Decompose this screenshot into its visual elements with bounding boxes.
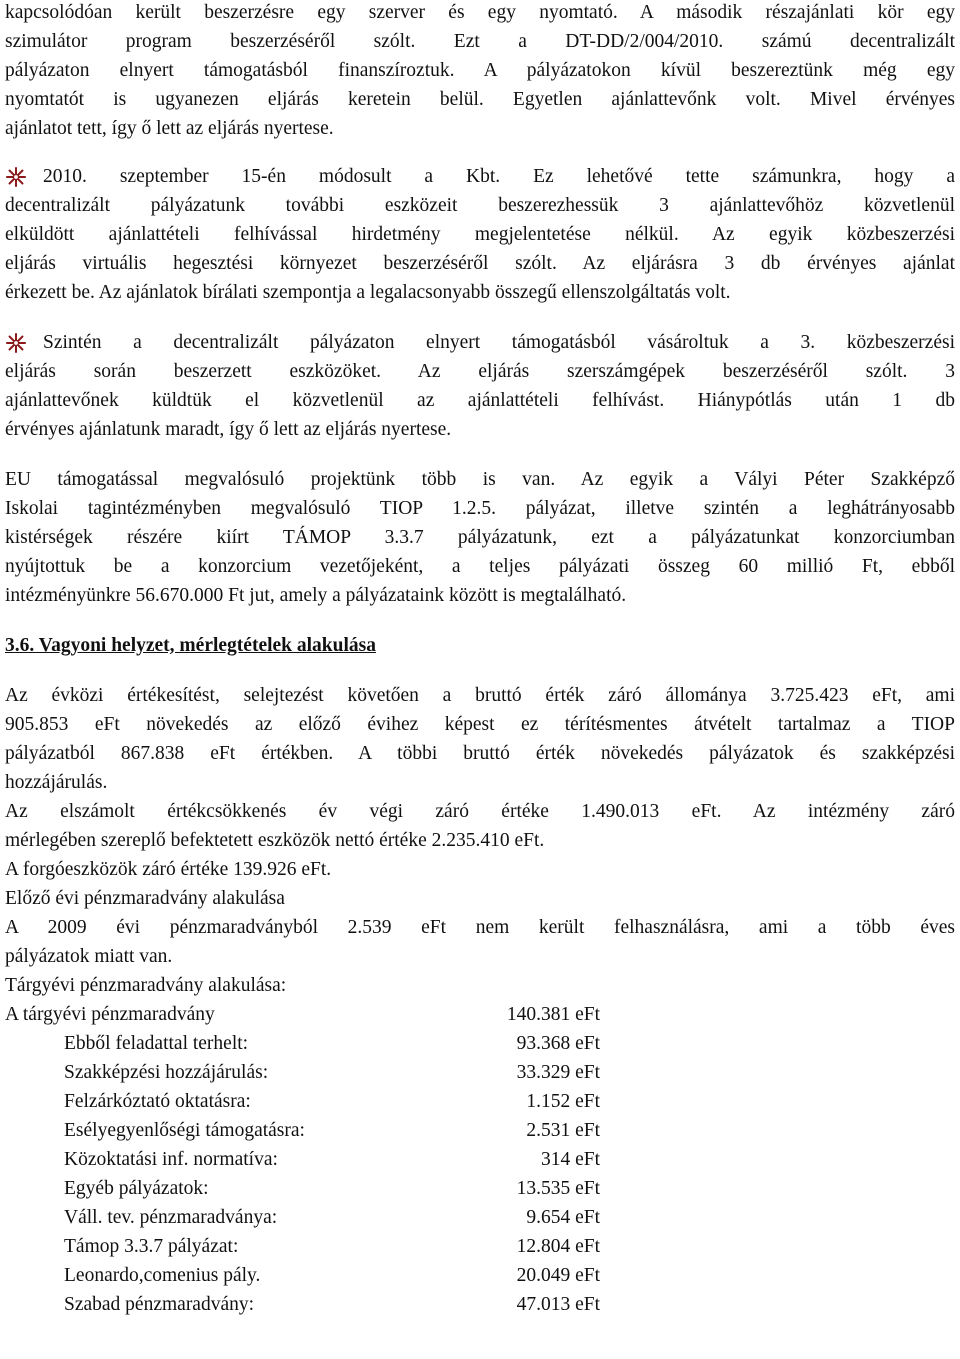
row-value: 13.535 eFt bbox=[516, 1178, 600, 1199]
text-line: kistérségek részére kiírt TÁMOP 3.3.7 pályázatunk, ezt a pályázatunkat konzorciumban bbox=[5, 527, 955, 548]
text-line: pályázatból 867.838 eFt értékben. A többi bruttó érték növekedés pályázatok és szakképzési bbox=[5, 743, 955, 764]
text-line: pályázatok miatt van. bbox=[5, 946, 173, 967]
text-line: Előző évi pénzmaradvány alakulása bbox=[5, 888, 285, 909]
row-label: Közoktatási inf. normatíva: bbox=[64, 1149, 278, 1170]
row-value: 20.049 eFt bbox=[516, 1265, 600, 1286]
surplus-table bbox=[5, 1000, 955, 1319]
row-value: 2.531 eFt bbox=[526, 1120, 600, 1141]
table-row bbox=[5, 1145, 955, 1174]
row-value: 140.381 eFt bbox=[506, 1004, 600, 1025]
text-line: eljárás virtuális hegesztési környezet beszerzéséről szólt. Az eljárásra 3 db érvényes ajánlat bbox=[5, 253, 955, 274]
text-line: Tárgyévi pénzmaradvány alakulása: bbox=[5, 975, 287, 996]
text-line: érkezett be. Az ajánlatok bírálati szempontja a legalacsonyabb összegű ellenszolgáltatás volt. bbox=[5, 282, 731, 303]
text-line: A 2009 évi pénzmaradványból 2.539 eFt nem került felhasználásra, ami a több éves bbox=[5, 917, 955, 938]
text-line: Szintén a decentralizált pályázaton elnyert támogatásból vásároltuk a 3. közbeszerzési bbox=[43, 332, 955, 353]
table-row bbox=[5, 1174, 955, 1203]
table-row bbox=[5, 1029, 955, 1058]
text-line: Az elszámolt értékcsökkenés év végi záró értéke 1.490.013 eFt. Az intézmény záró bbox=[5, 801, 955, 822]
paragraph-procurement-server bbox=[5, 0, 955, 143]
text-line: pályázaton elnyert támogatásból finanszíroztuk. A pályázatokon kívül beszereztünk még egy bbox=[5, 60, 955, 81]
text-line: nyomtatót is ugyanezen eljárás keretein belül. Egyetlen ajánlattevőnk volt. Mivel érvényes bbox=[5, 89, 955, 110]
row-value: 314 eFt bbox=[540, 1149, 600, 1170]
row-value: 33.329 eFt bbox=[516, 1062, 600, 1083]
bullet-line bbox=[5, 162, 955, 191]
section-heading: 3.6. Vagyoni helyzet, mérlegtételek alakulása bbox=[5, 635, 377, 656]
text-line: intézményünkre 56.670.000 Ft jut, amely a pályázataink között is megtalálható. bbox=[5, 585, 627, 606]
paragraph-previous-surplus bbox=[5, 913, 955, 971]
text-line: Iskolai tagintézményben megvalósuló TIOP 1.2.5. pályázat, illetve szintén a leghátrányosabb bbox=[5, 498, 955, 519]
paragraph-depreciation bbox=[5, 797, 955, 855]
row-label: Ebből feladattal terhelt: bbox=[64, 1033, 249, 1054]
text-line: hozzájárulás. bbox=[5, 772, 108, 793]
row-value: 47.013 eFt bbox=[516, 1294, 600, 1315]
row-label: Esélyegyenlőségi támogatásra: bbox=[64, 1120, 305, 1141]
row-label: Leonardo,comenius pály. bbox=[64, 1265, 261, 1286]
text-line: elküldött ajánlattételi felhívással hirdetmény megjelentetése nélkül. Az egyik közbeszerzési bbox=[5, 224, 955, 245]
text-line: eljárás során beszerzett eszközöket. Az eljárás szerszámgépek beszerzéséről szólt. 3 bbox=[5, 361, 955, 382]
row-value: 1.152 eFt bbox=[526, 1091, 600, 1112]
table-row bbox=[5, 1087, 955, 1116]
table-row bbox=[5, 1232, 955, 1261]
text-line: decentralizált pályázatunk további eszközeit beszerezhessük 3 ajánlattevőhöz közvetlenül bbox=[5, 195, 955, 216]
text-line: ajánlatot tett, így ő lett az eljárás nyertese. bbox=[5, 118, 334, 139]
text-line: mérlegében szereplő befektetett eszközök nettó értéke 2.235.410 eFt. bbox=[5, 830, 545, 851]
text-line: ajánlattevőnek küldtük el közvetlenül az ajánlattételi felhívást. Hiánypótlás után 1 db bbox=[5, 390, 955, 411]
row-value: 93.368 eFt bbox=[516, 1033, 600, 1054]
row-value: 9.654 eFt bbox=[526, 1207, 600, 1228]
row-label: Egyéb pályázatok: bbox=[64, 1178, 209, 1199]
text-line: A forgóeszközök záró értéke 139.926 eFt. bbox=[5, 859, 332, 880]
text-line: 2010. szeptember 15-én módosult a Kbt. Ez lehetővé tette számunkra, hogy a bbox=[43, 166, 955, 187]
row-label: Támop 3.3.7 pályázat: bbox=[64, 1236, 239, 1257]
table-row bbox=[5, 1058, 955, 1087]
text-line: kapcsolódóan került beszerzésre egy szerver és egy nyomtató. A második részajánlati kör egy bbox=[5, 2, 955, 23]
row-label: Szabad pénzmaradvány: bbox=[64, 1294, 255, 1315]
snowflake-bullet-icon bbox=[5, 166, 27, 188]
text-line: érvényes ajánlatunk maradt, így ő lett az eljárás nyertese. bbox=[5, 419, 452, 440]
table-row bbox=[5, 1261, 955, 1290]
snowflake-bullet-icon bbox=[5, 332, 27, 354]
row-label: Szakképzési hozzájárulás: bbox=[64, 1062, 269, 1083]
bullet-line bbox=[5, 328, 955, 357]
paragraph-current-assets bbox=[5, 855, 955, 884]
text-line: szimulátor program beszerzéséről szólt. Ezt a DT-DD/2/004/2010. számú decentralizált bbox=[5, 31, 955, 52]
paragraph-kbt-amendment bbox=[5, 162, 955, 307]
subheading-current-surplus bbox=[5, 971, 955, 1000]
paragraph-machine-tools bbox=[5, 328, 955, 444]
text-line: nyújtottuk be a konzorcium vezetőjeként, a teljes pályázati összeg 60 millió Ft, ebből bbox=[5, 556, 955, 577]
row-label: A tárgyévi pénzmaradvány bbox=[5, 1004, 215, 1025]
paragraph-eu-projects bbox=[5, 465, 955, 610]
text-line: EU támogatással megvalósuló projektünk több is van. Az egyik a Vályi Péter Szakképző bbox=[5, 469, 955, 490]
text-line: 905.853 eFt növekedés az előző évihez képest ez térítésmentes átvételt tartalmaz a TIOP bbox=[5, 714, 955, 735]
subheading-previous-surplus bbox=[5, 884, 955, 913]
row-label: Felzárkóztató oktatásra: bbox=[64, 1091, 251, 1112]
document-page bbox=[5, 0, 955, 1319]
row-label: Váll. tev. pénzmaradványa: bbox=[64, 1207, 278, 1228]
table-row bbox=[5, 1290, 955, 1319]
text-line: Az évközi értékesítést, selejtezést követően a bruttó érték záró állománya 3.725.423 eFt, ami bbox=[5, 685, 955, 706]
table-row bbox=[5, 1116, 955, 1145]
table-row bbox=[5, 1000, 955, 1029]
row-value: 12.804 eFt bbox=[516, 1236, 600, 1257]
paragraph-gross-value bbox=[5, 681, 955, 797]
table-row bbox=[5, 1203, 955, 1232]
